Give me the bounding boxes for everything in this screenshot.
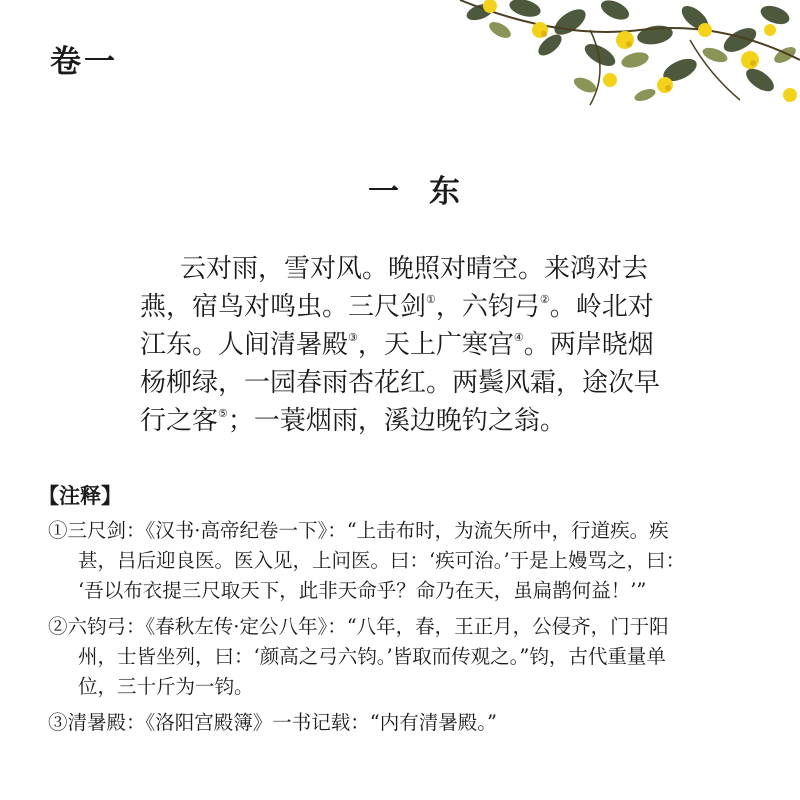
note-line: ③清暑殿：《洛阳宫殿簿》一书记载：“内有清暑殿。” bbox=[48, 711, 497, 734]
chapter-heading: 卷一 bbox=[50, 44, 118, 80]
poem-line bbox=[140, 326, 700, 364]
note-item bbox=[48, 516, 788, 606]
poem-line bbox=[140, 288, 700, 326]
section-title-char: 一 bbox=[368, 174, 399, 210]
footnote-ref: ④ bbox=[513, 331, 524, 344]
footnote-ref: ② bbox=[539, 293, 550, 306]
note-item bbox=[48, 708, 788, 738]
note-line: ②六钧弓：《春秋左传·定公八年》：“八年，春，王正月，公侵齐，门于阳 bbox=[48, 615, 669, 638]
note-item bbox=[48, 612, 788, 702]
notes-heading: 【注释】 bbox=[38, 484, 122, 508]
poem-text bbox=[140, 250, 700, 440]
note-line: ‘吾以布衣提三尺取天下，此非天命乎？命乃在天，虽扁鹊何益！’” bbox=[78, 579, 647, 602]
poem-line bbox=[140, 364, 700, 402]
poem-text-segment: 江东。人间清暑殿 bbox=[140, 330, 349, 360]
footnote-ref: ① bbox=[426, 293, 436, 306]
flowering-branch-illustration bbox=[440, 0, 800, 110]
note-line: 位，三十斤为一钧。 bbox=[78, 675, 254, 698]
poem-text-segment: 行之客 bbox=[140, 406, 219, 436]
poem-line bbox=[140, 402, 700, 440]
poem-text-segment: ，天上广寒宫 bbox=[357, 330, 514, 360]
footnote-ref: ⑤ bbox=[218, 407, 228, 420]
poem-text-segment: ，六钧弓 bbox=[435, 292, 540, 322]
poem-text-segment: ；一蓑烟雨，溪边晚钓之翁。 bbox=[227, 406, 566, 436]
poem-text-segment: 云对雨，雪对风。晚照对晴空。来鸿对去 bbox=[180, 254, 649, 284]
poem-text-segment: 。岭北对 bbox=[549, 292, 654, 322]
note-line: 甚，吕后迎良医。医入见，上问医。曰：‘疾可治。’于是上嫚骂之，曰： bbox=[78, 549, 686, 572]
section-title-char: 东 bbox=[429, 174, 460, 210]
footnote-ref: ③ bbox=[348, 331, 358, 344]
poem-line bbox=[140, 250, 700, 288]
poem-text-segment: 。两岸晓烟 bbox=[523, 330, 654, 360]
notes-list bbox=[48, 516, 788, 738]
poem-text-segment: 燕，宿鸟对鸣虫。三尺剑 bbox=[140, 292, 427, 322]
poem-text-segment: 杨柳绿，一园春雨杏花红。两鬓风霜，途次早 bbox=[140, 368, 661, 398]
note-line: 州，士皆坐列，曰：‘颜高之弓六钧。’皆取而传观之。”钧，古代重量单 bbox=[78, 645, 666, 668]
section-title bbox=[368, 172, 460, 212]
note-line: ①三尺剑：《汉书·高帝纪卷一下》：“上击布时，为流矢所中，行道疾。疾 bbox=[48, 519, 669, 542]
